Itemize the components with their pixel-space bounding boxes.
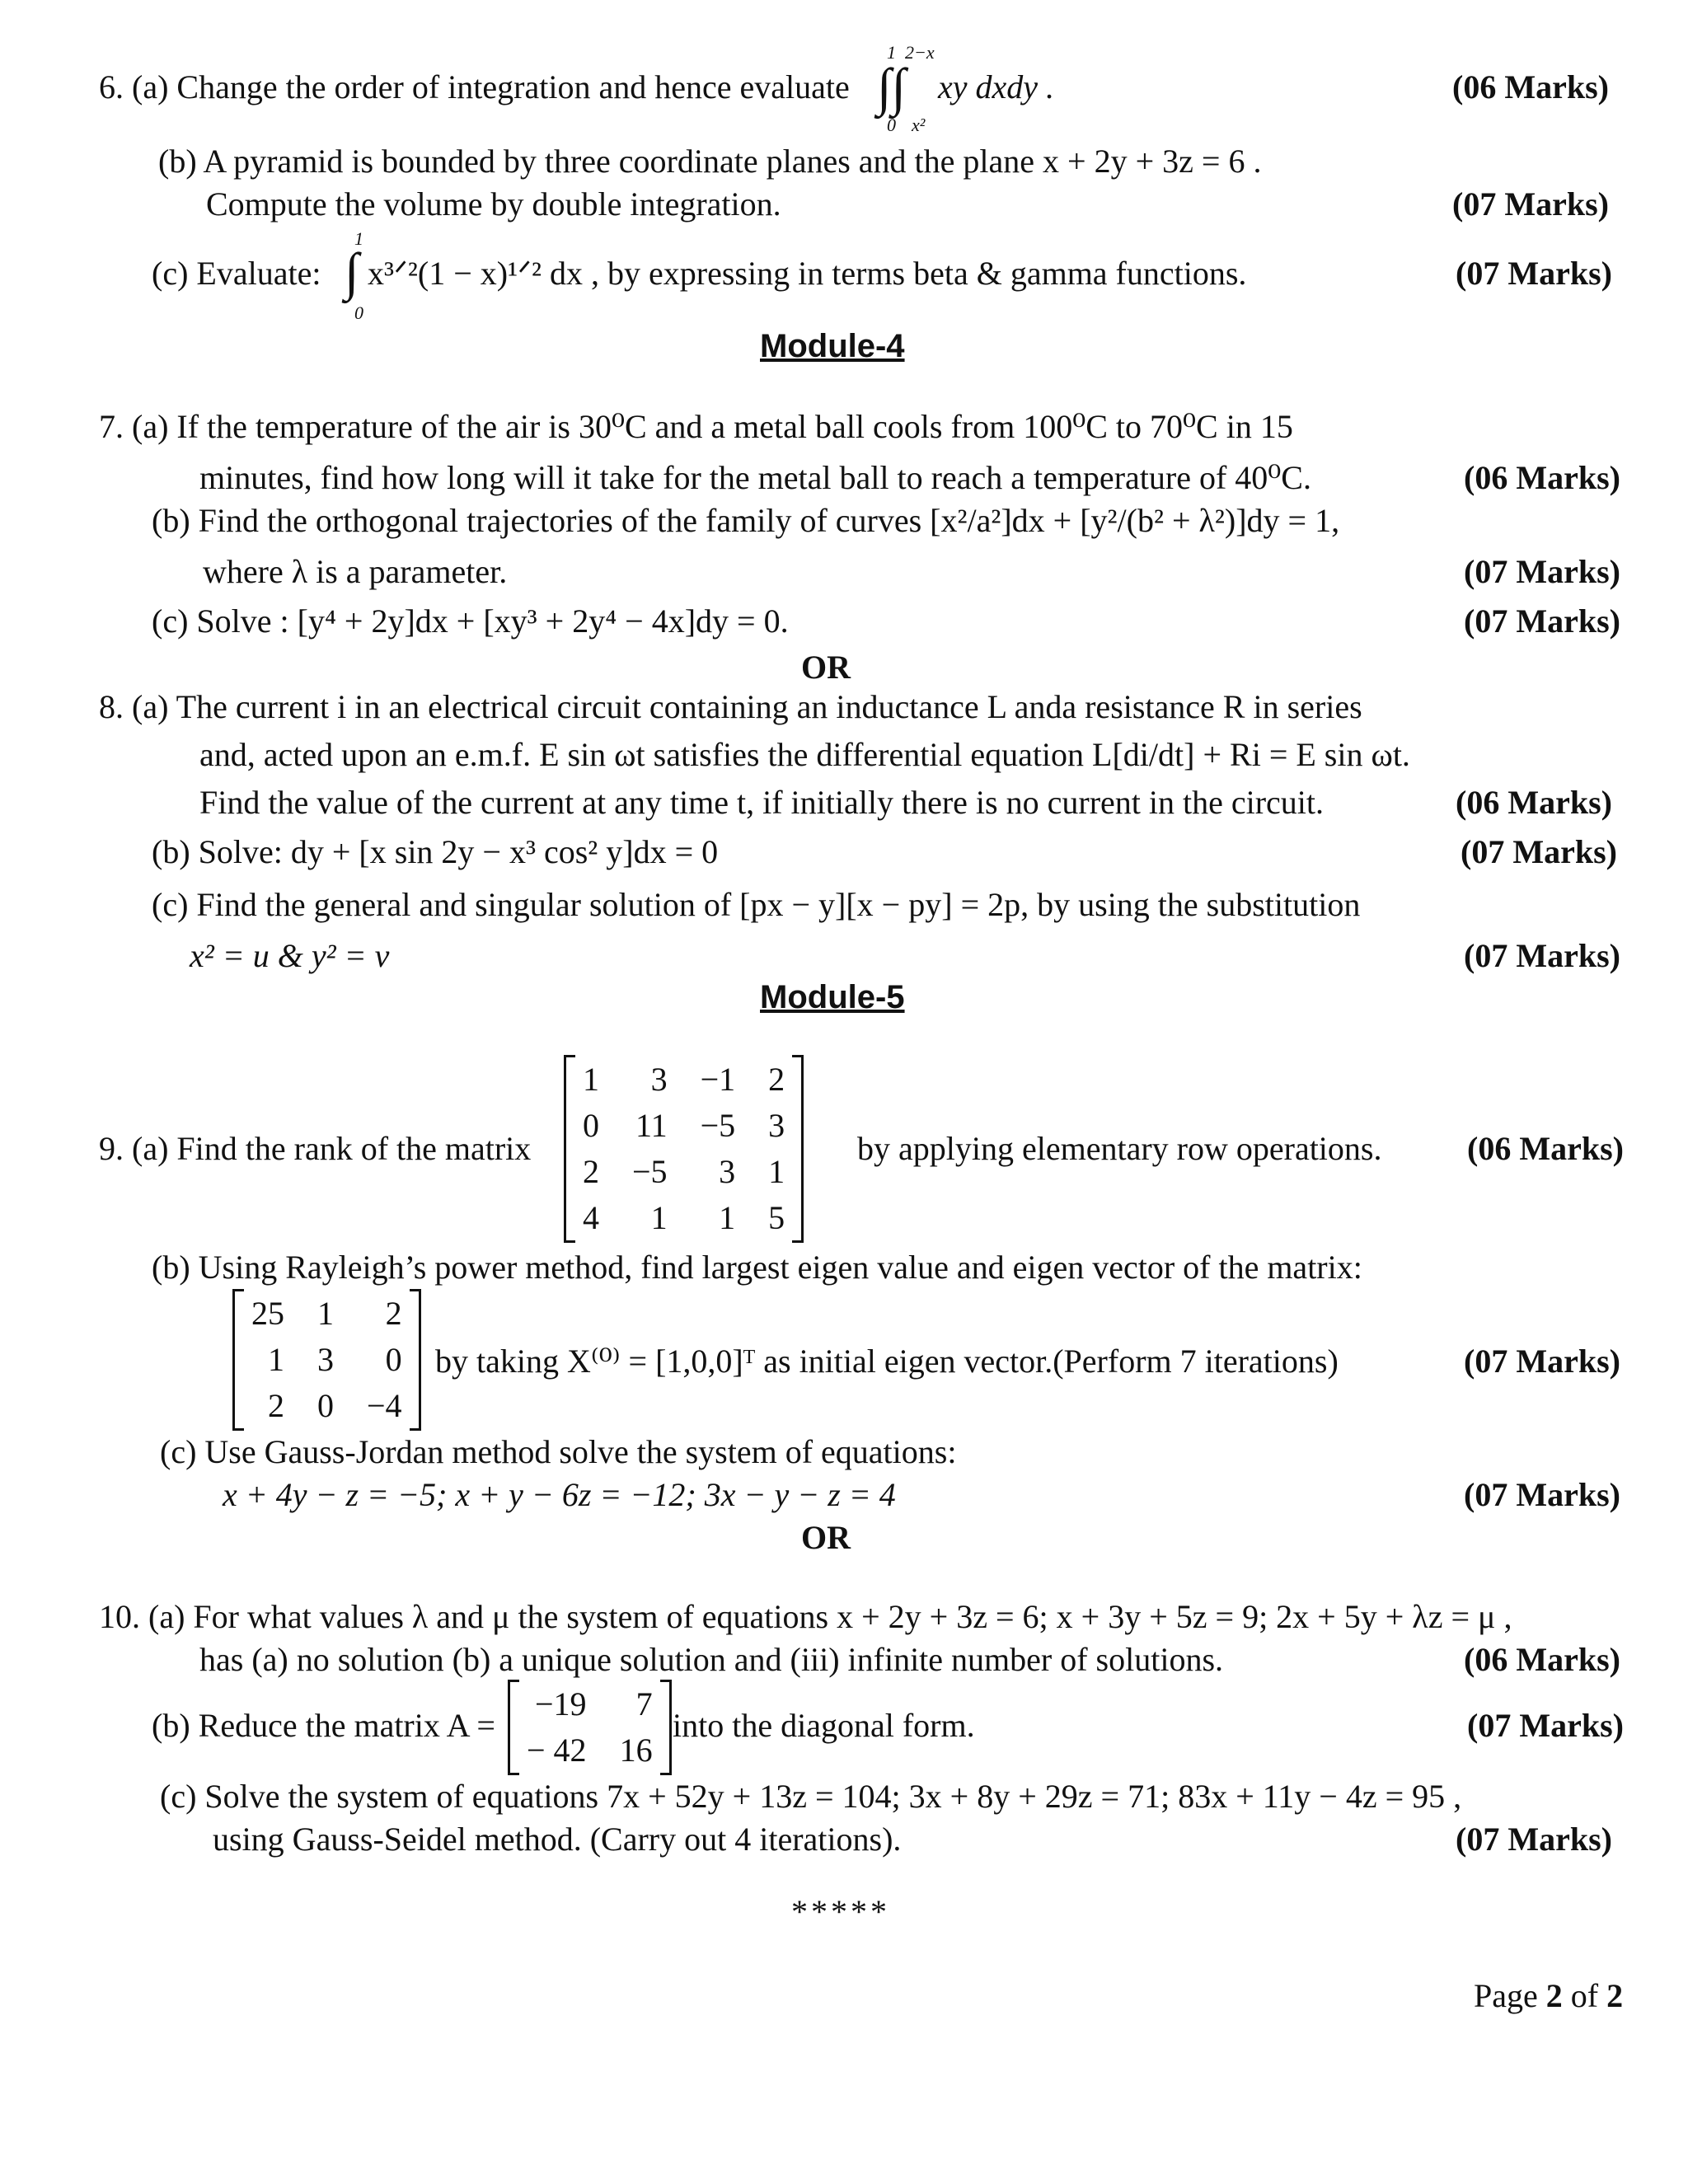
q6c-marks: (07 Marks) bbox=[1456, 255, 1612, 292]
q7b-line1: (b) Find the orthogonal trajectories of the family of curves [x²/a²]dx + [y²/(b² + λ²)]dy = 1, bbox=[152, 502, 1340, 539]
q9b-matrix-cell: 2 bbox=[385, 1295, 402, 1332]
q7a-line1: 7. (a) If the temperature of the air is 30⁰C and a metal ball cools from 100⁰C to 70⁰C in 15 bbox=[99, 408, 1293, 445]
q9a-matrix-cell: 3 bbox=[719, 1153, 736, 1190]
q10a-line1: 10. (a) For what values λ and μ the system of equations x + 2y + 3z = 6; x + 3y + 5z = 9; 2x + 5y + λz = μ , bbox=[99, 1598, 1512, 1635]
q9b-matrix-cell: −4 bbox=[367, 1387, 402, 1424]
page-number bbox=[1474, 1976, 1623, 2015]
q8c-line2: x² = u & y² = v bbox=[190, 937, 390, 974]
q10b-suffix: into the diagonal form. bbox=[673, 1707, 975, 1744]
q9b-marks: (07 Marks) bbox=[1464, 1343, 1620, 1380]
q10c-line2: using Gauss-Seidel method. (Carry out 4 iterations). bbox=[213, 1821, 902, 1858]
q9a-marks: (06 Marks) bbox=[1467, 1130, 1624, 1167]
or-divider-1: OR bbox=[801, 649, 851, 686]
q9b-matrix-cell: 3 bbox=[317, 1341, 334, 1378]
q9a-matrix-row bbox=[566, 1057, 801, 1103]
page-prefix: Page bbox=[1474, 1977, 1546, 2014]
q9a-matrix-row bbox=[566, 1149, 801, 1195]
q9b-matrix-table bbox=[235, 1291, 419, 1429]
q6c-text: (c) Evaluate: bbox=[152, 255, 321, 292]
q9a-matrix-cell: 3 bbox=[768, 1107, 785, 1144]
q6a-integrand: xy dxdy . bbox=[938, 68, 1055, 105]
end-marker: ***** bbox=[791, 1893, 890, 1930]
q6a-inner-lower: x² bbox=[912, 115, 926, 135]
q9b-matrix-row bbox=[235, 1383, 419, 1429]
module4-heading: Module-4 bbox=[760, 328, 905, 364]
q9b-matrix bbox=[232, 1291, 421, 1429]
q9a-matrix-cell: 1 bbox=[583, 1061, 599, 1098]
q9b-matrix-row bbox=[235, 1291, 419, 1337]
q9a-matrix-cell: −1 bbox=[700, 1061, 736, 1098]
q9a-matrix-cell: 0 bbox=[583, 1107, 599, 1144]
q10c-line1: (c) Solve the system of equations 7x + 52y + 13z = 104; 3x + 8y + 29z = 71; 83x + 11y − 4z = 95 , bbox=[160, 1778, 1462, 1815]
q7a-marks: (06 Marks) bbox=[1464, 459, 1620, 496]
q9a-matrix-row bbox=[566, 1195, 801, 1241]
q9a-matrix-cell: 1 bbox=[768, 1153, 785, 1190]
q6c-lower: 0 bbox=[354, 302, 363, 323]
page-of: of bbox=[1562, 1977, 1607, 2014]
q7c-line: (c) Solve : [y⁴ + 2y]dx + [xy³ + 2y⁴ − 4x]dy = 0. bbox=[152, 602, 789, 640]
q7c-marks: (07 Marks) bbox=[1464, 602, 1620, 640]
q6a-outer-upper: 1 bbox=[887, 42, 896, 63]
q9a-matrix-row bbox=[566, 1103, 801, 1149]
q10b-matrix-cell: − 42 bbox=[527, 1732, 587, 1769]
q9b-matrix-cell: 1 bbox=[317, 1295, 334, 1332]
page-current: 2 bbox=[1545, 1977, 1563, 2014]
q9a-suffix: by applying elementary row operations. bbox=[857, 1130, 1382, 1167]
q6a-outer-lower: 0 bbox=[887, 115, 896, 135]
q6c-upper: 1 bbox=[354, 228, 363, 249]
q6b-marks: (07 Marks) bbox=[1452, 185, 1609, 223]
q6a-text: 6. (a) Change the order of integration and hence evaluate bbox=[99, 68, 850, 105]
q9a-matrix-cell: 3 bbox=[650, 1061, 668, 1098]
q8a-line1: 8. (a) The current i in an electrical circuit containing an inductance L anda resistance R in series bbox=[99, 688, 1362, 725]
q10b-matrix-row bbox=[510, 1727, 669, 1774]
q9b-matrix-cell: 0 bbox=[385, 1341, 402, 1378]
q9a-matrix-cell: −5 bbox=[700, 1107, 736, 1144]
q7b-marks: (07 Marks) bbox=[1464, 553, 1620, 590]
q8a-marks: (06 Marks) bbox=[1456, 784, 1612, 821]
module5-heading: Module-5 bbox=[760, 979, 905, 1015]
q9a-matrix bbox=[564, 1057, 804, 1241]
q8a-line3: Find the value of the current at any time t, if initially there is no current in the circuit. bbox=[199, 784, 1325, 821]
q10b-matrix-table bbox=[510, 1681, 669, 1774]
q6a-marks: (06 Marks) bbox=[1452, 68, 1609, 105]
q8b-marks: (07 Marks) bbox=[1461, 833, 1617, 870]
q9a-matrix-cell: 1 bbox=[650, 1199, 668, 1236]
q6a-inner-upper: 2−x bbox=[905, 42, 935, 63]
q9c-line2: x + 4y − z = −5; x + y − 6z = −12; 3x − y − z = 4 bbox=[223, 1476, 896, 1513]
q10a-marks: (06 Marks) bbox=[1464, 1641, 1620, 1678]
q8c-marks: (07 Marks) bbox=[1464, 937, 1620, 974]
or-divider-2: OR bbox=[801, 1519, 851, 1556]
q10b-matrix-cell: 16 bbox=[619, 1732, 653, 1769]
q9a-matrix-cell: 5 bbox=[768, 1199, 785, 1236]
q10c-marks: (07 Marks) bbox=[1456, 1821, 1612, 1858]
q9b-line1: (b) Using Rayleigh’s power method, find largest eigen value and eigen vector of the matrix: bbox=[152, 1249, 1362, 1286]
q9a-matrix-table bbox=[566, 1057, 801, 1241]
q10b-text: (b) Reduce the matrix A = bbox=[152, 1707, 495, 1744]
q6b-line2: Compute the volume by double integration. bbox=[206, 185, 781, 223]
q8b-line: (b) Solve: dy + [x sin 2y − x³ cos² y]dx = 0 bbox=[152, 833, 719, 870]
q8a-line2: and, acted upon an e.m.f. E sin ωt satisfies the differential equation L[di/dt] + Ri = E sin ωt. bbox=[199, 736, 1410, 773]
q8c-line1: (c) Find the general and singular solution of [px − y][x − py] = 2p, by using the substitution bbox=[152, 886, 1361, 923]
q10b-matrix-cell: 7 bbox=[635, 1685, 653, 1722]
q7b-line2: where λ is a parameter. bbox=[203, 553, 508, 590]
q6c-integral-sign: ∫ bbox=[345, 242, 359, 301]
q9c-line1: (c) Use Gauss-Jordan method solve the system of equations: bbox=[160, 1433, 957, 1470]
q9a-text: 9. (a) Find the rank of the matrix bbox=[99, 1130, 532, 1167]
q10b-matrix bbox=[508, 1681, 672, 1774]
q10a-line2: has (a) no solution (b) a unique solution and (iii) infinite number of solutions. bbox=[199, 1641, 1224, 1678]
q9b-matrix-cell: 2 bbox=[268, 1387, 284, 1424]
q7a-line2: minutes, find how long will it take for the metal ball to reach a temperature of 40⁰C. bbox=[199, 459, 1311, 496]
q10b-marks: (07 Marks) bbox=[1467, 1707, 1624, 1744]
q9a-matrix-cell: 1 bbox=[719, 1199, 736, 1236]
q9a-matrix-cell: 2 bbox=[768, 1061, 785, 1098]
q9a-matrix-cell: 4 bbox=[583, 1199, 599, 1236]
q10b-matrix-cell: −19 bbox=[535, 1685, 587, 1722]
q9b-matrix-row bbox=[235, 1337, 419, 1383]
q9b-matrix-cell: 0 bbox=[317, 1387, 334, 1424]
q9b-matrix-cell: 1 bbox=[268, 1341, 284, 1378]
page-total: 2 bbox=[1606, 1977, 1624, 2014]
q9a-matrix-cell: −5 bbox=[632, 1153, 668, 1190]
q9b-suffix: by taking X⁽⁰⁾ = [1,0,0]ᵀ as initial eigen vector.(Perform 7 iterations) bbox=[435, 1343, 1339, 1380]
q9c-marks: (07 Marks) bbox=[1464, 1476, 1620, 1513]
q6a-integral-sign: ∫∫ bbox=[877, 58, 907, 116]
q9b-matrix-cell: 25 bbox=[251, 1295, 284, 1332]
q6b-line1: (b) A pyramid is bounded by three coordinate planes and the plane x + 2y + 3z = 6 . bbox=[158, 143, 1262, 180]
q10b-matrix-row bbox=[510, 1681, 669, 1727]
q6c-integrand: x³ᐟ²(1 − x)¹ᐟ² dx , by expressing in terms beta & gamma functions. bbox=[368, 255, 1247, 292]
q9a-matrix-cell: 2 bbox=[583, 1153, 599, 1190]
q9a-matrix-cell: 11 bbox=[635, 1107, 668, 1144]
